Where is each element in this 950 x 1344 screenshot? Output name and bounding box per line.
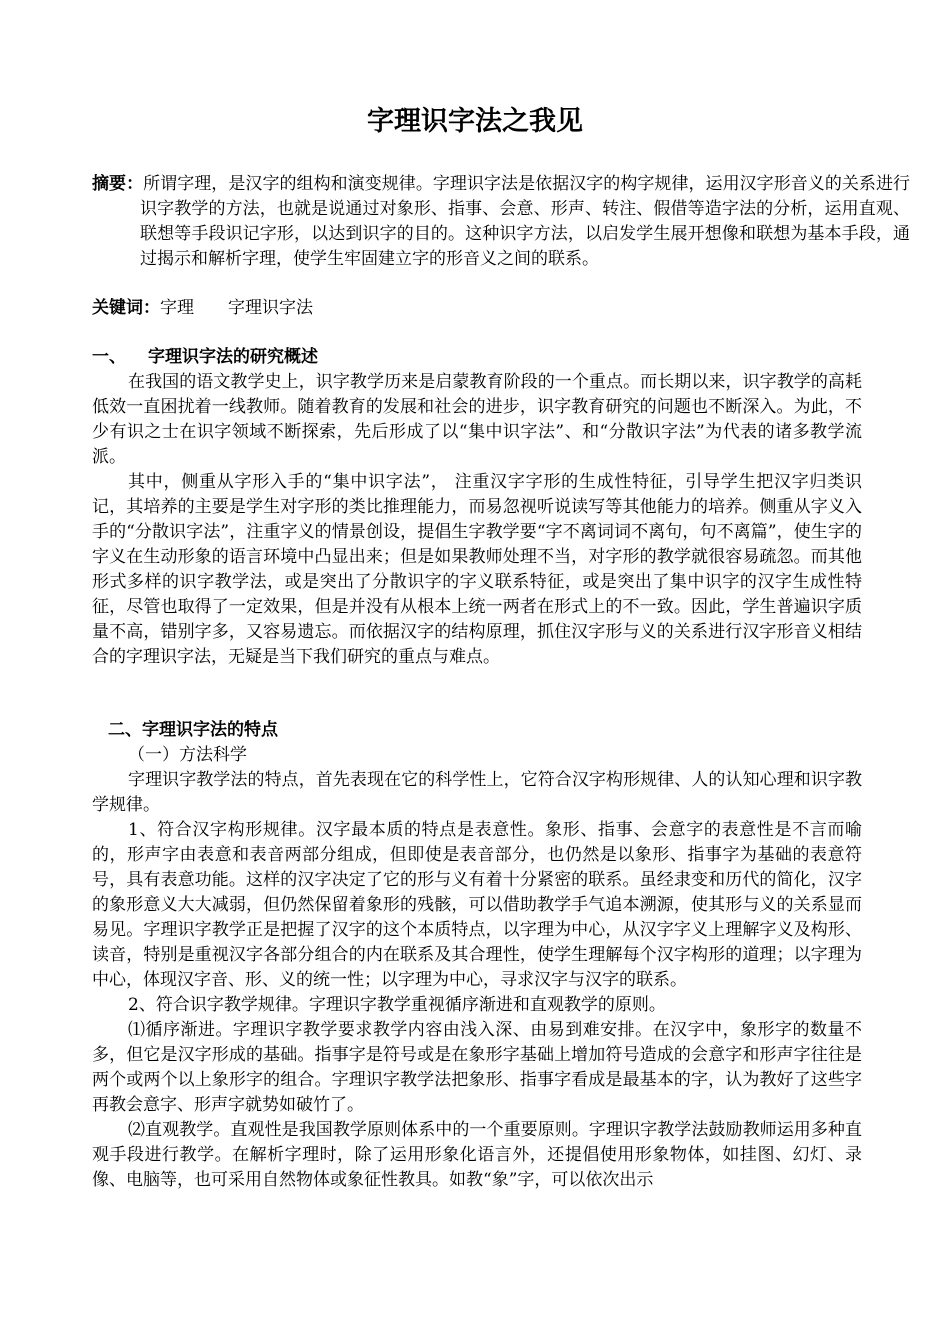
subsection-heading: （一）方法科学 xyxy=(128,745,247,765)
keyword-item: 字理 xyxy=(160,298,194,318)
paragraph: 在我国的语文教学史上，识字教学历来是启蒙教育阶段的一个重点。而长期以来，识字教学的高耗低效一直困扰着一线教师。随着教育的发展和社会的进步，识字教育研究的问题也不断深入。为此，不少有识之士在识字领域不断探索，先后形成了以“集中识字法”、和“分散识字法”为代表的诸多教学流派。 xyxy=(92,372,862,467)
section-number: 一、 xyxy=(92,347,126,367)
section-heading xyxy=(92,345,318,370)
section-title: 字理识字法的研究概述 xyxy=(148,347,318,367)
keyword-item: 字理识字法 xyxy=(228,298,313,318)
paragraph: ⑵直观教学。直观性是我国教学原则体系中的一个重要原则。字理识字教学法鼓励教师运用多种直观手段进行教学。在解析字理时，除了运用形象化语言外，还提倡使用形象物体，如挂图、幻灯、录像、电脑等，也可采用自然物体或象征性教具。如教“象”字，可以依次出示 xyxy=(92,1120,862,1190)
section-body xyxy=(92,768,862,1193)
paragraph: 1、符合汉字构形规律。汉字最本质的特点是表意性。象形、指事、会意字的表意性是不言而喻的，形声字由表意和表音两部分组成，但即使是表音部分，也仍然是以象形、指事字为基础的表意符号，具有表意功能。这样的汉字决定了它的形与义有着十分紧密的联系。虽经隶变和历代的简化，汉字的象形意义大大减弱，但仍然保留着象形的残骸，可以借助教学手气追本溯源，使其形与义的关系显而易见。字理识字教学正是把握了汉字的这个本质特点，以字理为中心，从汉字字义上理解字义及构形、读音，特别是重视汉字各部分组合的内在联系及其合理性，使学生理解每个汉字构形的道理；以字理为中心，体现汉字音、形、义的统一性；以字理为中心，寻求汉字与汉字的联系。 xyxy=(92,820,862,990)
abstract-label: 摘要： xyxy=(92,174,144,194)
keywords xyxy=(92,296,862,321)
paragraph: 字理识字教学法的特点，首先表现在它的科学性上，它符合汉字构形规律、人的认知心理和识字教学规律。 xyxy=(92,770,862,815)
section-body xyxy=(92,370,862,670)
paragraph: 2、符合识字教学规律。字理识字教学重视循序渐进和直观教学的原则。 xyxy=(128,995,666,1015)
abstract xyxy=(92,172,910,272)
paragraph: ⑴循序渐进。字理识字教学要求教学内容由浅入深、由易到难安排。在汉字中，象形字的数量不多，但它是汉字形成的基础。指事字是符号或是在象形字基础上增加符号造成的会意字和形声字往往是两个或两个以上象形字的组合。字理识字教学法把象形、指事字看成是最基本的字，认为教好了这些字再教会意字、形声字就势如破竹了。 xyxy=(92,1020,862,1115)
section-heading: 二、字理识字法的特点 xyxy=(108,720,278,740)
keywords-label: 关键词： xyxy=(92,298,160,318)
paragraph: 其中，侧重从字形入手的“集中识字法”， 注重汉字字形的生成性特征，引导学生把汉字归类识记，其培养的主要是学生对字形的类比推理能力，而易忽视听说读写等其他能力的培养。侧重从字义入手的“分散识字法”，注重字义的情景创设，提倡生字教学要“字不离词词不离句，句不离篇”，使生字的字义在生动形象的语言环境中凸显出来；但是如果教师处理不当，对字形的教学就很容易疏忽。而其他形式多样的识字教学法，或是突出了分散识字的字义联系特征，或是突出了集中识字的汉字生成性特征，尽管也取得了一定效果，但是并没有从根本上统一两者在形式上的不一致。因此，学生普遍识字质量不高，错别字多，又容易遗忘。而依据汉字的结构原理，抓住汉字形与义的关系进行汉字形音义相结合的字理识字法，无疑是当下我们研究的重点与难点。 xyxy=(92,472,862,667)
abstract-text: 所谓字理，是汉字的组构和演变规律。字理识字法是依据汉字的构字规律，运用汉字形音义的关系进行识字教学的方法，也就是说通过对象形、指事、会意、形声、转注、假借等造字法的分析，运用直观、联想等手段识记字形，以达到识字的目的。这种识字方法，以启发学生展开想像和联想为基本手段，通过揭示和解析字理，使学生牢固建立字的形音义之间的联系。 xyxy=(140,174,911,269)
document-title: 字理识字法之我见 xyxy=(367,106,583,137)
